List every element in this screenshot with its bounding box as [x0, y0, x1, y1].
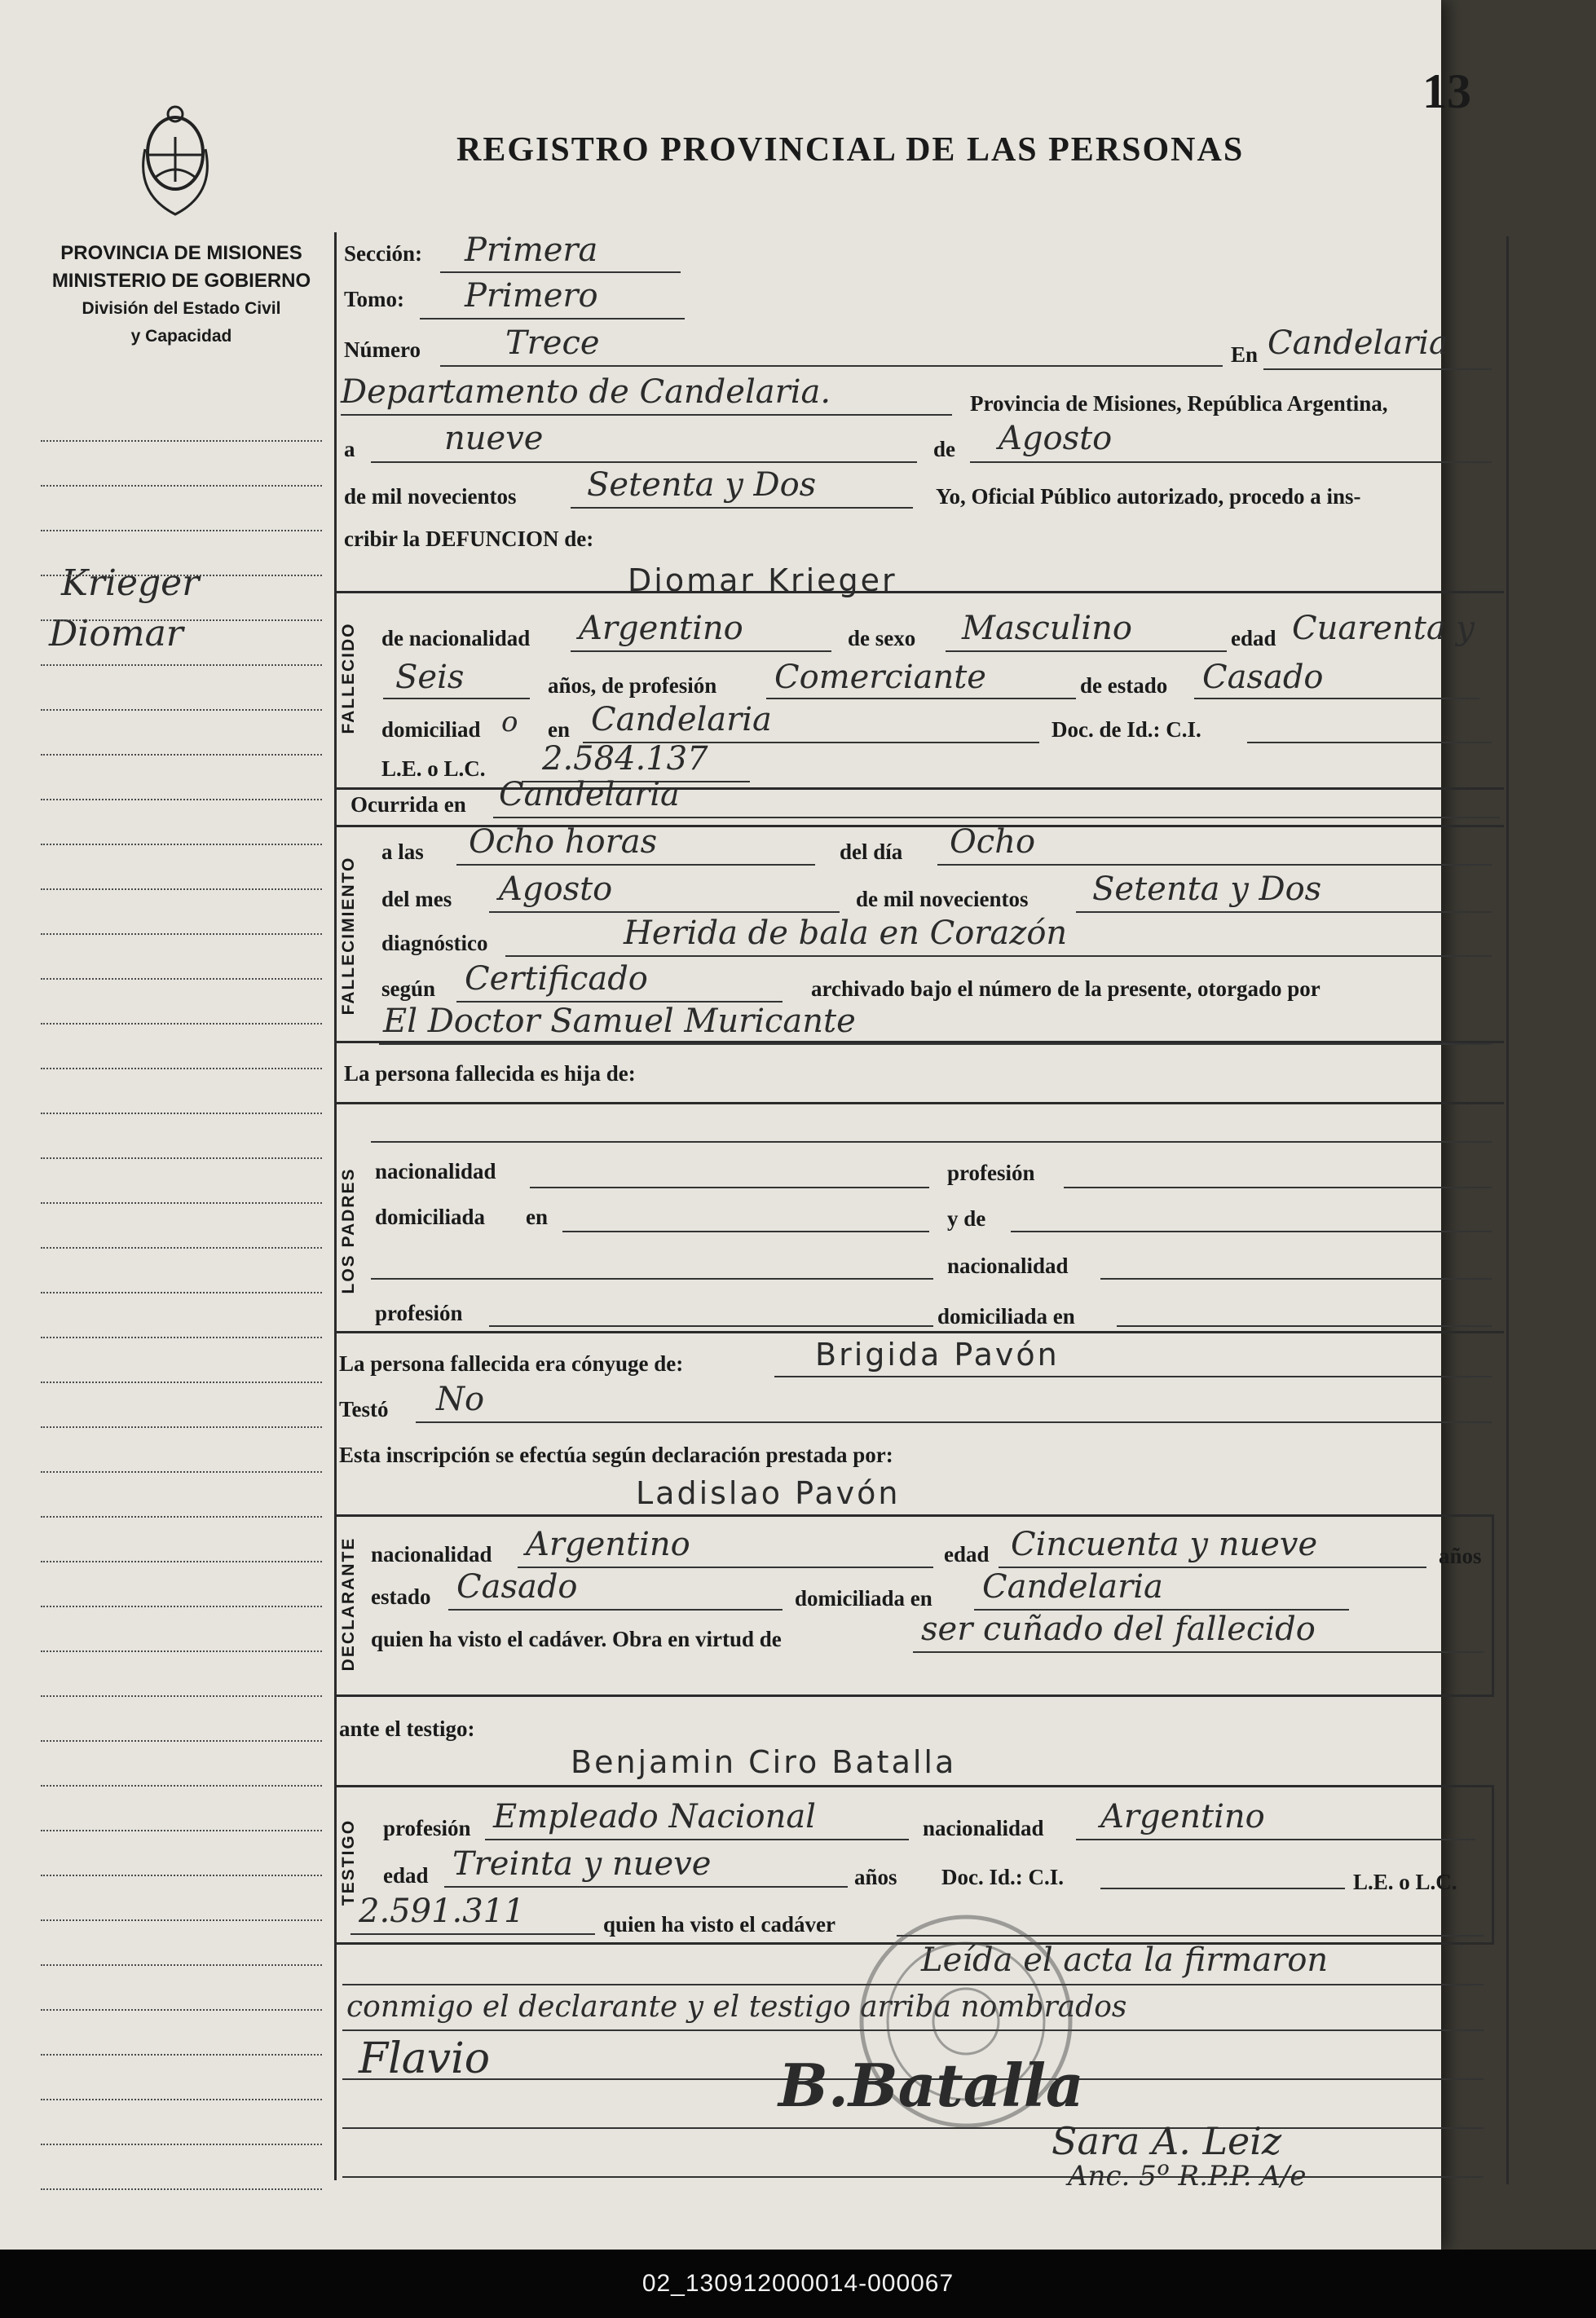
estado-label: de estado	[1080, 673, 1168, 698]
fallecido-label: FALLECIDO	[339, 622, 358, 734]
testigo-label: TESTIGO	[339, 1818, 358, 1906]
ruled-line	[41, 2144, 322, 2145]
fallecimiento-anio-value: Setenta y Dos	[1092, 870, 1322, 908]
inscripcion-label: Esta inscripción se efectúa según declaración prestada por:	[339, 1443, 893, 1467]
ruled-line	[41, 530, 322, 531]
testigo-nac-label: nacionalidad	[923, 1816, 1044, 1840]
diag-label: diagnóstico	[381, 931, 488, 955]
numero-value: Trece	[505, 324, 600, 362]
edad-label: edad	[1231, 626, 1276, 650]
frame-line-right	[1506, 236, 1509, 2184]
cierre-line2: conmigo el declarante y el testigo arriba nombrados	[346, 1990, 1127, 2024]
division-line: División del Estado Civil	[82, 299, 281, 318]
segun-value: Certificado	[465, 960, 648, 998]
ruled-line	[41, 799, 322, 800]
docid-label: Doc. de Id.: C.I.	[1052, 717, 1201, 742]
seccion-label: Sección:	[344, 241, 422, 266]
en-value: Candelaria	[1268, 324, 1448, 362]
footer-id: 02_130912000014-000067	[0, 2250, 1596, 2318]
mes-value: Agosto	[999, 420, 1113, 457]
ruled-line	[41, 978, 322, 980]
padres-box	[334, 1102, 1504, 1333]
declarante-edad-label: edad	[944, 1542, 990, 1567]
tomo-label: Tomo:	[344, 287, 405, 311]
testigo-le-label: L.E. o L.C.	[1353, 1870, 1457, 1894]
padres-en-label: en	[526, 1205, 548, 1229]
declarante-nac-label: nacionalidad	[371, 1542, 492, 1567]
signature-2: B.Batalla	[778, 2051, 1084, 2120]
ruled-line	[41, 1202, 322, 1204]
ruled-line	[41, 1471, 322, 1473]
testigo-visto-label: quien ha visto el cadáver	[603, 1912, 836, 1937]
ruled-line	[41, 709, 322, 711]
signature-3: Sara A. Leiz	[1052, 2119, 1282, 2163]
archivado-text: archivado bajo el número de la presente, otorgado por	[811, 976, 1320, 1001]
capacity-line: y Capacidad	[130, 327, 232, 346]
sexo-value: Masculino	[962, 610, 1132, 647]
testigo-le-value: 2.591.311	[359, 1893, 525, 1930]
edad-value-cont: Seis	[395, 659, 465, 696]
ruled-line	[41, 1157, 322, 1159]
en-label: En	[1231, 342, 1259, 367]
ruled-line	[41, 1830, 322, 1831]
declarante-estado-label: estado	[371, 1584, 431, 1609]
ruled-line	[41, 1113, 322, 1114]
ocurrida-label: Ocurrida en	[351, 792, 466, 817]
ruled-line	[41, 440, 322, 442]
conyuge-label: La persona fallecida era cónyuge de:	[339, 1351, 684, 1376]
ruled-line	[41, 575, 322, 576]
demil-label: de mil novecientos	[344, 484, 517, 509]
testigo-docid-label: Doc. Id.: C.I.	[941, 1865, 1065, 1889]
ruled-line	[41, 1650, 322, 1652]
conyuge-value: Brigida Pavón	[815, 1337, 1060, 1373]
fallecido-en-label: en	[548, 717, 570, 742]
delmes-label: del mes	[381, 887, 452, 911]
testo-value: No	[436, 1381, 485, 1418]
yo-text: Yo, Oficial Público autorizado, procedo a ins-	[936, 484, 1361, 509]
segun-label: según	[381, 976, 436, 1001]
ruled-line	[41, 2054, 322, 2056]
testigo-anos-label: años	[854, 1865, 897, 1889]
padres-label: LOS PADRES	[339, 1167, 358, 1294]
ministry-line: MINISTERIO DE GOBIERNO	[51, 270, 311, 292]
anos-label: años, de profesión	[548, 673, 717, 698]
ministry-block	[41, 240, 322, 350]
page-number: 13	[1422, 64, 1471, 118]
tomo-value: Primero	[465, 277, 598, 315]
numero-label: Número	[344, 337, 421, 362]
domicilio-value: Candelaria	[591, 701, 772, 738]
ruled-line	[41, 1695, 322, 1697]
ruled-line	[41, 2188, 322, 2190]
ruled-line	[41, 1964, 322, 1966]
nac-value: Argentino	[579, 610, 743, 647]
ruled-line	[41, 664, 322, 666]
padres-domiciliada2-label: domiciliada en	[937, 1304, 1075, 1329]
ruled-line	[41, 1023, 322, 1025]
ruled-line	[41, 619, 322, 621]
ocurrida-value: Candelaria	[499, 776, 680, 813]
declarante-visto-label: quien ha visto el cadáver. Obra en virtud de	[371, 1627, 782, 1651]
fallecido-nombre: Diomar Krieger	[628, 562, 897, 598]
ruled-line	[41, 2099, 322, 2100]
testigo-edad-value: Treinta y nueve	[452, 1845, 712, 1883]
testigo-edad-label: edad	[383, 1863, 429, 1888]
padres-profesion-label: profesión	[947, 1161, 1035, 1185]
le-label: L.E. o L.C.	[381, 756, 486, 781]
ruled-line	[41, 754, 322, 756]
ruled-line	[41, 1382, 322, 1383]
coat-of-arms-icon	[130, 104, 220, 227]
ruled-line	[41, 1426, 322, 1428]
ruled-line	[41, 888, 322, 890]
profesion-value: Comerciante	[774, 659, 986, 696]
deldia-label: del día	[840, 840, 903, 864]
padres-profesion2-label: profesión	[375, 1301, 463, 1325]
declarante-estado-value: Casado	[456, 1568, 578, 1606]
dia-value: nueve	[444, 420, 544, 457]
anio-value: Setenta y Dos	[587, 466, 817, 504]
ruled-line	[41, 1606, 322, 1607]
padres-domiciliada-label: domiciliada	[375, 1205, 486, 1229]
ruled-line	[41, 1292, 322, 1293]
testigo-nombre: Benjamin Ciro Batalla	[571, 1744, 957, 1780]
domiciliado-label: domiciliad	[381, 717, 481, 742]
estado-value: Casado	[1202, 659, 1324, 696]
testigo-prof-value: Empleado Nacional	[493, 1798, 816, 1835]
provincia-text: Provincia de Misiones, República Argentina,	[970, 391, 1388, 416]
province-line: PROVINCIA DE MISIONES	[60, 242, 302, 264]
declarante-domiciliada-label: domiciliada en	[795, 1586, 932, 1611]
nac-label: de nacionalidad	[381, 626, 531, 650]
fallecimiento-label: FALLECIMIENTO	[339, 856, 358, 1016]
ruled-line	[41, 1337, 322, 1338]
fallecimiento-mes-value: Agosto	[499, 870, 613, 908]
declarante-edad-value: Cincuenta y nueve	[1011, 1526, 1318, 1563]
ruled-line	[41, 2009, 322, 2011]
le-value: 2.584.137	[542, 740, 708, 778]
margin-name: Diomar	[49, 613, 183, 654]
declarante-nombre: Ladislao Pavón	[636, 1475, 901, 1511]
alas-label: a las	[381, 840, 424, 864]
fallecimiento-demil-label: de mil novecientos	[856, 887, 1029, 911]
declarante-anos-label: años	[1439, 1544, 1482, 1568]
ruled-line	[41, 485, 322, 487]
padres-nacionalidad2-label: nacionalidad	[947, 1254, 1069, 1278]
fallecimiento-dia-value: Ocho	[950, 823, 1036, 861]
ruled-line	[41, 1740, 322, 1742]
cierre-line1: Leída el acta la firmaron	[921, 1941, 1329, 1979]
ruled-line	[41, 1247, 322, 1249]
testigo-intro: ante el testigo:	[339, 1716, 475, 1741]
bottom-note: Anc. 5º R.P.P. A/e	[1068, 2160, 1307, 2192]
edad-value: Cuarenta y	[1292, 610, 1475, 647]
cribir-text: cribir la DEFUNCION de:	[344, 527, 594, 551]
ruled-line	[41, 1561, 322, 1562]
testigo-prof-label: profesión	[383, 1816, 471, 1840]
de-label: de	[933, 437, 955, 461]
ruled-line	[41, 933, 322, 935]
declarante-domicilio-value: Candelaria	[982, 1568, 1163, 1606]
ruled-line	[41, 844, 322, 845]
otorgado-value: El Doctor Samuel Muricante	[383, 1003, 856, 1040]
diag-value: Herida de bala en Corazón	[624, 914, 1068, 952]
ruled-line	[41, 1785, 322, 1787]
yde-label: y de	[947, 1206, 986, 1231]
ruled-line	[41, 1919, 322, 1921]
departamento-value: Departamento de Candelaria.	[341, 373, 831, 411]
sexo-label: de sexo	[848, 626, 916, 650]
testo-label: Testó	[339, 1397, 389, 1421]
hora-value: Ocho horas	[469, 823, 658, 861]
ruled-line	[41, 1516, 322, 1518]
signature-1: Flavio	[359, 2034, 491, 2083]
testigo-nac-value: Argentino	[1100, 1798, 1265, 1835]
seccion-value: Primera	[465, 231, 598, 269]
margin-surname: Krieger	[61, 562, 200, 604]
declarante-visto-value: ser cuñado del fallecido	[921, 1611, 1316, 1648]
document-title: REGISTRO PROVINCIAL DE LAS PERSONAS	[456, 131, 1245, 169]
padres-nacionalidad-label: nacionalidad	[375, 1159, 496, 1183]
hija-label: La persona fallecida es hija de:	[344, 1061, 636, 1086]
a-label: a	[344, 437, 355, 461]
domiciliado-suffix: o	[501, 706, 518, 738]
ruled-line	[41, 1068, 322, 1069]
declarante-label: DECLARANTE	[339, 1536, 358, 1672]
declarante-nac-value: Argentino	[526, 1526, 690, 1563]
ruled-line	[41, 1875, 322, 1876]
